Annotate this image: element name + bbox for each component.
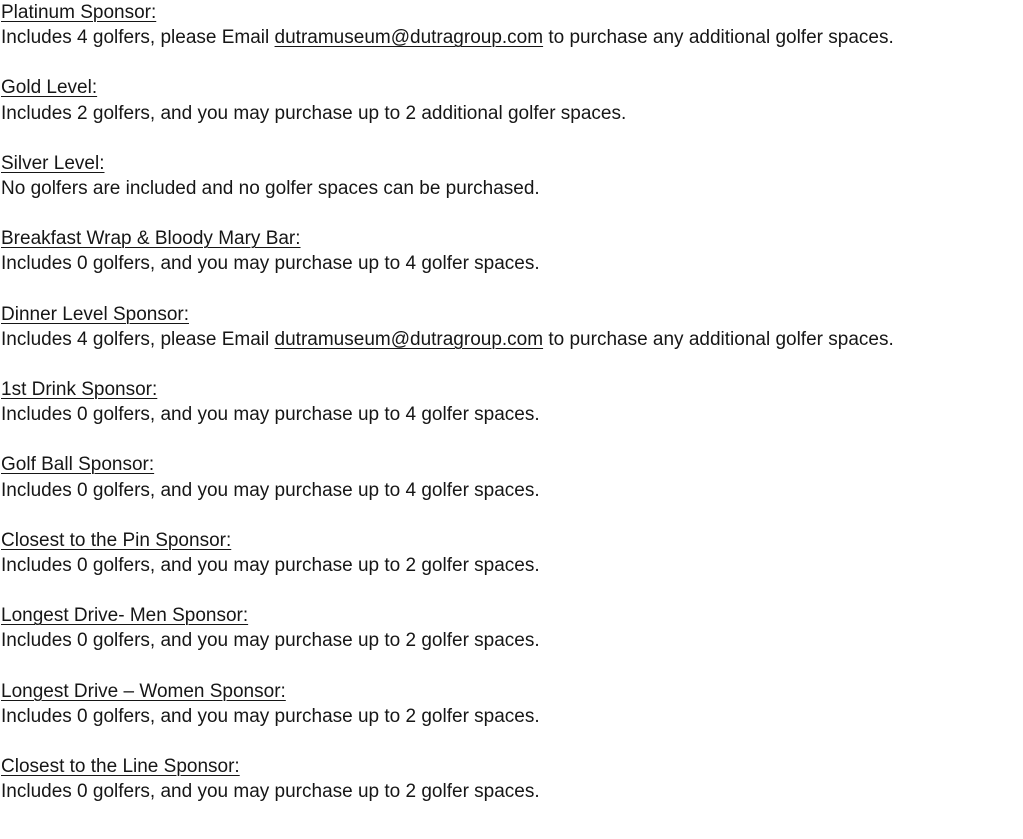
sponsor-section-closest-pin [1,528,1013,578]
email-link[interactable]: dutramuseum@dutragroup.com [274,328,544,350]
description-text-after: to purchase any additional golfer spaces. [543,27,894,49]
sponsor-section-longest-drive-women [1,679,1013,729]
sponsor-title: Breakfast Wrap & Bloody Mary Bar: [1,228,301,250]
sponsor-description [1,327,1013,352]
sponsor-section-silver [1,151,1013,201]
sponsor-description: Includes 2 golfers, and you may purchase up to 2 additional golfer spaces. [1,102,627,124]
sponsor-description: Includes 0 golfers, and you may purchase up to 2 golfer spaces. [1,555,540,577]
description-text-before: Includes 4 golfers, please Email [1,328,275,350]
sponsor-description [1,25,1013,50]
sponsor-section-closest-line [1,754,1013,804]
sponsor-title: Closest to the Pin Sponsor: [1,529,232,551]
sponsor-description: Includes 0 golfers, and you may purchase up to 2 golfer spaces. [1,705,540,727]
sponsor-title: 1st Drink Sponsor: [1,379,158,401]
sponsor-section-golf-ball [1,452,1013,502]
sponsor-title: Gold Level: [1,77,98,99]
sponsor-section-first-drink [1,377,1013,427]
sponsor-description: Includes 0 golfers, and you may purchase up to 4 golfer spaces. [1,404,540,426]
sponsor-section-platinum [1,0,1013,50]
sponsor-description: Includes 0 golfers, and you may purchase up to 2 golfer spaces. [1,781,540,803]
sponsor-section-breakfast-bloody-mary [1,226,1013,276]
sponsor-section-dinner [1,302,1013,352]
sponsor-title: Platinum Sponsor: [1,2,157,23]
sponsor-section-longest-drive-men [1,603,1013,653]
sponsor-title: Golf Ball Sponsor: [1,454,155,476]
sponsor-description: No golfers are included and no golfer spaces can be purchased. [1,178,540,200]
sponsor-title: Closest to the Line Sponsor: [1,756,240,778]
sponsor-title: Dinner Level Sponsor: [1,303,189,325]
description-text-before: Includes 4 golfers, please Email [1,27,275,49]
sponsor-title: Longest Drive- Men Sponsor: [1,605,249,627]
sponsor-title: Silver Level: [1,152,105,174]
sponsor-title: Longest Drive – Women Sponsor: [1,680,286,702]
description-text-after: to purchase any additional golfer spaces. [543,328,894,350]
email-link[interactable]: dutramuseum@dutragroup.com [274,27,544,49]
sponsor-description: Includes 0 golfers, and you may purchase up to 4 golfer spaces. [1,479,540,501]
sponsor-section-gold [1,75,1013,125]
sponsor-description: Includes 0 golfers, and you may purchase up to 2 golfer spaces. [1,630,540,652]
sponsor-description: Includes 0 golfers, and you may purchase up to 4 golfer spaces. [1,253,540,275]
